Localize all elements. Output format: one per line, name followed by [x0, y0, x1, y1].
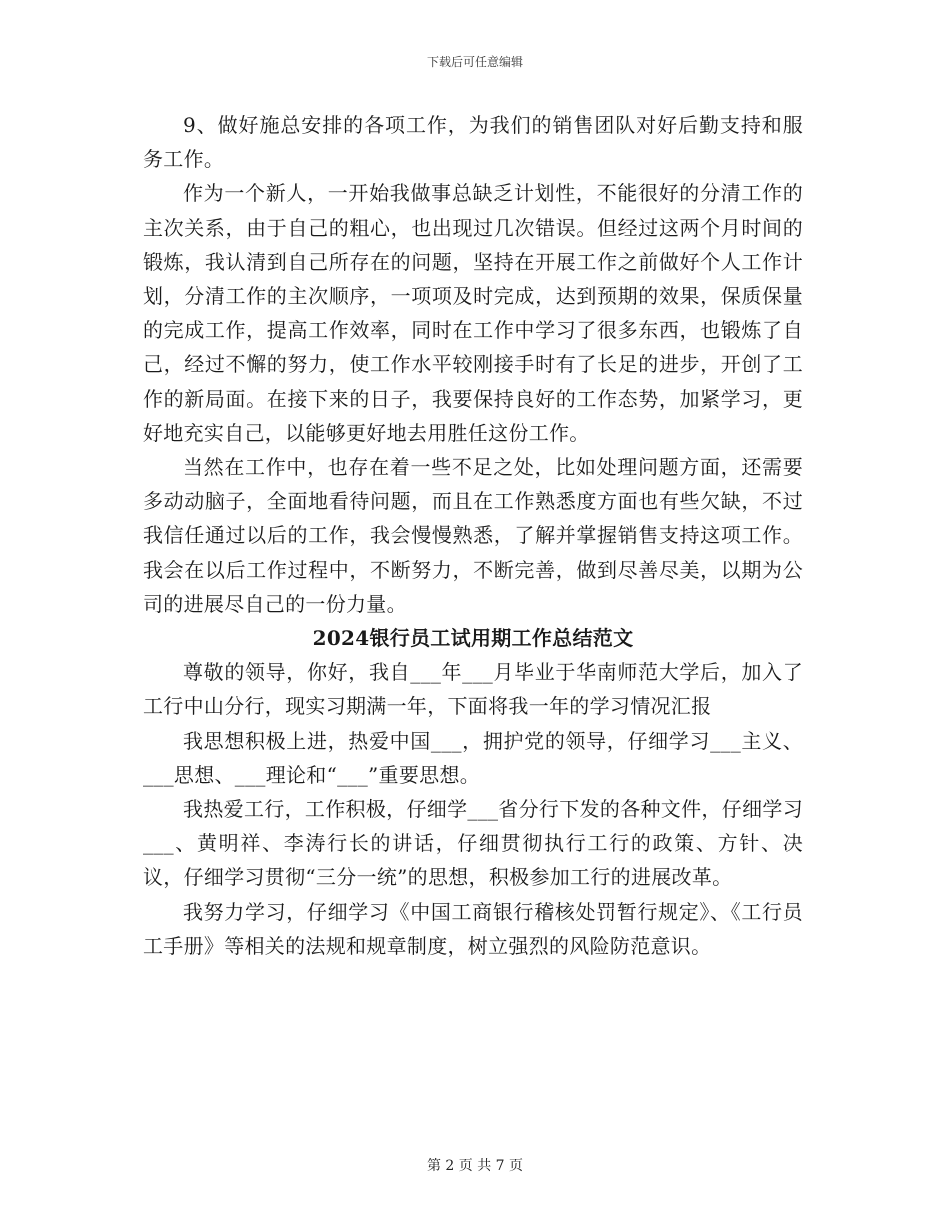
page-header-note: 下载后可任意编辑: [426, 55, 523, 69]
section-title: 2024银行员工试用期工作总结范文: [312, 626, 634, 651]
paragraph-item-9: 9、做好施总安排的各项工作，为我们的销售团队对好后勤支持和服务工作。: [143, 113, 803, 172]
paragraph-work-attitude: 我热爱工行，工作积极，仔细学___省分行下发的各种文件，仔细学习___、黄明祥、李涛行长的讲话，仔细贯彻执行工行的政策、方针、决议，仔细学习贯彻“三分一统”的思想，积极参加工行的进展改革。: [143, 797, 803, 890]
paragraph-greeting: 尊敬的领导，你好，我自___年___月毕业于华南师范大学后，加入了工行中山分行，现实习期满一年，下面将我一年的学习情况汇报: [143, 660, 803, 719]
paragraph-newcomer-reflection: 作为一个新人，一开始我做事总缺乏计划性，不能很好的分清工作的主次关系，由于自己的粗心，也出现过几次错误。但经过这两个月时间的锻炼，我认清到自己所存在的问题，坚持在开展工作之前做好个人工作计划，分清工作的主次顺序，一项项及时完成，达到预期的效果，保质保量的完成工作，提高工作效率，同时在工作中学习了很多东西，也锻炼了自己，经过不懈的努力，使工作水平较刚接手时有了长足的进步，开创了工作的新局面。在接下来的日子，我要保持良好的工作态势，加紧学习，更好地充实自己，以能够更好地去用胜任这份工作。: [143, 181, 803, 445]
document-body: [143, 108, 803, 963]
page-number: 第 2 页 共 7 页: [426, 1158, 524, 1174]
paragraph-shortcomings: 当然在工作中，也存在着一些不足之处，比如处理问题方面，还需要多动动脑子，全面地看待问题，而且在工作熟悉度方面也有些欠缺，不过我信任通过以后的工作，我会慢慢熟悉，了解并掌握销售支持这项工作。我会在以后工作过程中，不断努力，不断完善，做到尽善尽美，以期为公司的进展尽自己的一份力量。: [143, 455, 803, 616]
paragraph-ideology: 我思想积极上进，热爱中国___，拥护党的领导，仔细学习___主义、___思想、___理论和“___”重要思想。: [143, 728, 803, 787]
paragraph-study-regulations: 我努力学习，仔细学习《中国工商银行稽核处罚暂行规定》、《工行员工手册》等相关的法规和规章制度，树立强烈的风险防范意识。: [143, 899, 803, 958]
